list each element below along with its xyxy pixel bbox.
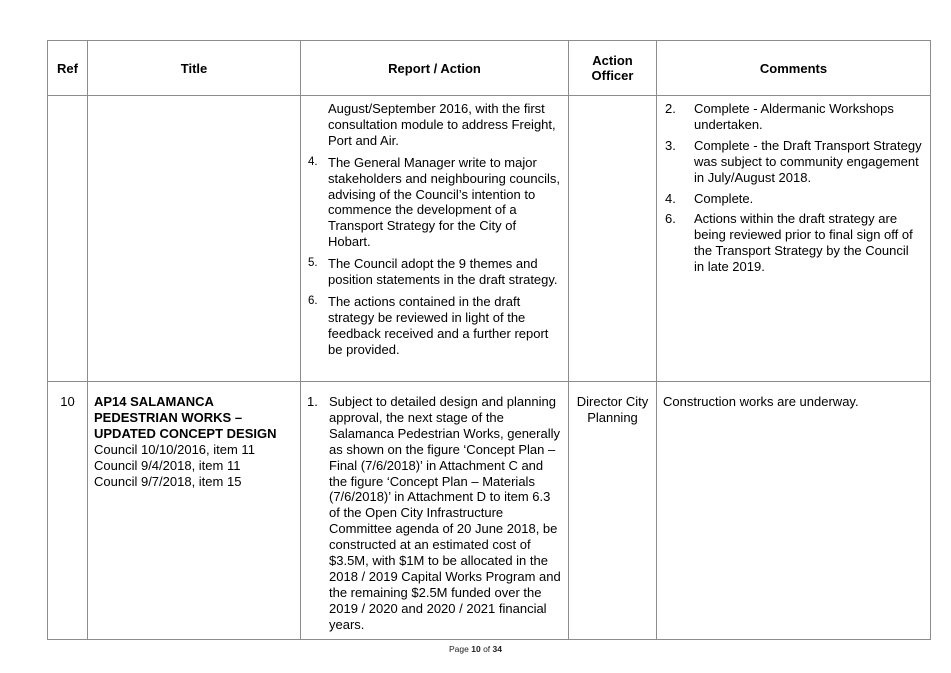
report-continuation: August/September 2016, with the first consultation module to address Freight, Port and Air. bbox=[328, 101, 556, 148]
council-reference: Council 9/4/2018, item 11 bbox=[94, 457, 241, 473]
header-comments: Comments bbox=[657, 41, 931, 96]
header-action-officer-label: Action Officer bbox=[591, 53, 634, 83]
item-title: AP14 SALAMANCA PEDESTRIAN WORKS – UPDATED CONCEPT DESIGN bbox=[94, 394, 277, 441]
list-item: 2. Complete - Aldermanic Workshops undertaken. bbox=[665, 101, 894, 132]
list-item: 4. The General Manager write to major stakeholders and neighbouring councils, advising of the Council’s intention to commence the development of a Transport Strategy for the City of Hobart. bbox=[308, 154, 560, 250]
header-row bbox=[48, 41, 931, 96]
action-table bbox=[47, 40, 931, 640]
page-of: of bbox=[483, 644, 491, 654]
list-item: 6. Actions within the draft strategy are being reviewed prior to final sign off of the Transport Strategy by the Council in late 2019. bbox=[665, 211, 913, 275]
header-action-officer bbox=[569, 41, 657, 96]
page-footer bbox=[0, 644, 951, 654]
comments-list bbox=[663, 101, 922, 275]
table-row bbox=[48, 382, 931, 640]
list-item: 4. Complete. bbox=[665, 190, 754, 206]
report-cell bbox=[301, 96, 569, 382]
header-report-action: Report / Action bbox=[301, 41, 569, 96]
report-list bbox=[307, 155, 562, 358]
list-item: 6. The actions contained in the draft strategy be reviewed in light of the feedback received and a further report be provided. bbox=[308, 293, 549, 357]
comments-cell: Construction works are underway. bbox=[657, 382, 931, 640]
ref-cell: 10 bbox=[48, 382, 88, 640]
list-item: 3. Complete - the Draft Transport Strategy was subject to community engagement in July/August 2018. bbox=[665, 137, 922, 185]
title-cell bbox=[88, 96, 301, 382]
council-reference: Council 9/7/2018, item 15 bbox=[94, 473, 242, 489]
list-item: 1. Subject to detailed design and planning approval, the next stage of the Salamanca Pedestrian Works, generally as shown on the figure ‘Concept Plan – Final (7/6/2018)’ in Attachment C and the figure ‘Concept Plan – Materials (7/6/2018)’ in Attachment D to item 6.3 of the Open City Infrastructure Committee agenda of 20 June 2018, be constructed at an estimated cost of $3.5M, with $1M to be allocated in the 2018 / 2019 Capital Works Program and the remaining $2.5M funded over the 2019 / 2020 and 2020 / 2021 financial years. bbox=[307, 394, 561, 632]
report-cell bbox=[301, 382, 569, 640]
header-ref: Ref bbox=[48, 41, 88, 96]
title-cell bbox=[88, 382, 301, 640]
page-total: 34 bbox=[492, 644, 502, 654]
officer-cell bbox=[569, 96, 657, 382]
comments-cell bbox=[657, 96, 931, 382]
page-current: 10 bbox=[471, 644, 481, 654]
officer-cell: Director City Planning bbox=[569, 382, 657, 640]
ref-cell bbox=[48, 96, 88, 382]
report-list bbox=[307, 394, 563, 633]
page-label: Page bbox=[448, 644, 469, 654]
table-row bbox=[48, 96, 931, 382]
header-title: Title bbox=[88, 41, 301, 96]
council-reference: Council 10/10/2016, item 11 bbox=[94, 441, 255, 457]
list-item: 5. The Council adopt the 9 themes and position statements in the draft strategy. bbox=[308, 256, 558, 288]
